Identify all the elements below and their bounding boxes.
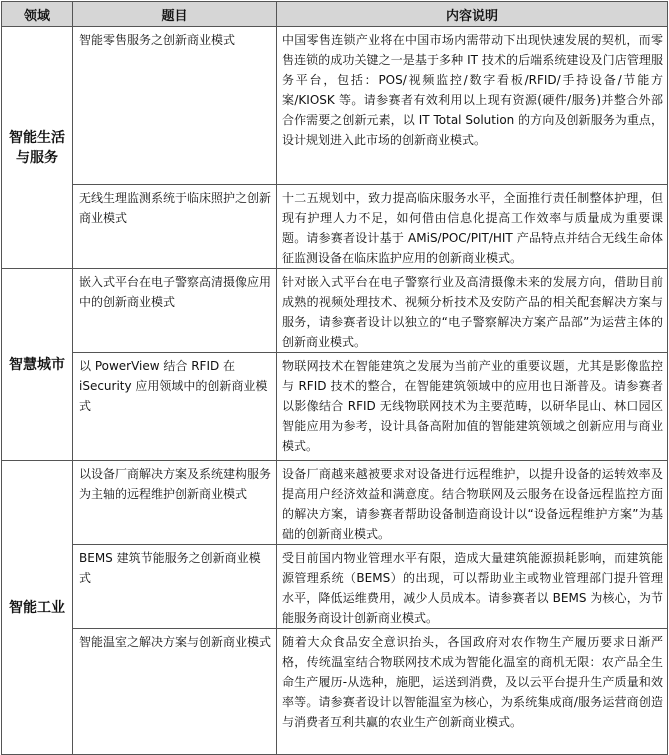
domain-cell-smart-life: 智能生活 与服务 (2, 27, 73, 269)
topic-cell: BEMS 建筑节能服务之创新商业模式 (73, 545, 277, 629)
table-row (2, 461, 668, 545)
competition-topics-table (1, 1, 668, 755)
description-cell: 受目前国内物业管理水平有限，造成大量建筑能源损耗影响，而建筑能源管理系统（BEMS）的出现，可以帮助业主或物业管理部门提升管理水平，降低运维费用，减少人员成本。请参赛者以 BEMS 为核心，为节能服务商设计创新商业模式。 (277, 545, 668, 629)
topic-cell: 嵌入式平台在电子警察高清摄像应用中的创新商业模式 (73, 269, 277, 353)
header-topic: 题目 (73, 2, 277, 27)
description-cell: 十二五规划中，致力提高临床服务水平，全面推行责任制整体护理，但现有护理人力不足，如何借由信息化提高工作效率与质量成为重要课题。请参赛者设计基于 AMiS/POC/PIT/HIT 产品特点并结合无线生命体征监测设备在临床监护应用的创新商业模式。 (277, 185, 668, 269)
topic-cell: 以设备厂商解决方案及系统建构服务为主轴的远程维护创新商业模式 (73, 461, 277, 545)
description-cell: 针对嵌入式平台在电子警察行业及高清摄像未来的发展方向，借助目前成熟的视频处理技术、视频分析技术及安防产品的相关配套解决方案与服务，请参赛者设计以独立的“电子警察解决方案产品部”为运营主体的创新商业模式。 (277, 269, 668, 353)
table-row (2, 27, 668, 185)
table-row (2, 629, 668, 755)
description-cell: 中国零售连锁产业将在中国市场内需带动下出现快速发展的契机，而零售连锁的成功关键之一是基于多种 IT 技术的后端系统建设及门店管理服务平台，包括：POS/视频监控/数字看板/RFID/手持设备/节能方案/KIOSK 等。请参赛者有效利用以上现有资源(硬件/服务)并整合外部合作需要之创新元素，以 IT Total Solution 的方向及创新服务为重点，设计规划进入此市场的创新商业模式。 (277, 27, 668, 185)
table-row (2, 269, 668, 353)
table-row (2, 353, 668, 461)
domain-cell-smart-industry: 智能工业 (2, 461, 73, 755)
table-header-row (2, 2, 668, 27)
description-cell: 随着大众食品安全意识抬头，各国政府对农作物生产履历要求日渐严格，传统温室结合物联网技术成为智能化温室的商机无限：农产品全生命生产履历-从选种，施肥，运送到消费，及以云平台提升生产质量和效率等。请参赛者设计以智能温室为核心，为系统集成商/服务运营商创造与消费者互利共赢的农业生产创新商业模式。 (277, 629, 668, 755)
description-cell: 物联网技术在智能建筑之发展为当前产业的重要议题，尤其是影像监控与 RFID 技术的整合，在智能建筑领域中的应用也日渐普及。请参赛者以影像结合 RFID 无线物联网技术为主要范畴，以研华昆山、林口园区智能应用为参考，设计具备高附加值的智能建筑领域之创新应用与商业模式。 (277, 353, 668, 461)
description-cell: 设备厂商越来越被要求对设备进行远程维护，以提升设备的运转效率及提高用户经济效益和满意度。结合物联网及云服务在设备远程监控方面的解决方案，请参赛者帮助设备制造商设计以“设备远程维护方案”为基础的创新商业模式。 (277, 461, 668, 545)
topic-cell: 以 PowerView 结合 RFID 在 iSecurity 应用领域中的创新商业模式 (73, 353, 277, 461)
topic-cell: 智能零售服务之创新商业模式 (73, 27, 277, 185)
table-row (2, 545, 668, 629)
topic-cell: 智能温室之解决方案与创新商业模式 (73, 629, 277, 755)
table-row (2, 185, 668, 269)
domain-cell-smart-city: 智慧城市 (2, 269, 73, 461)
topic-cell: 无线生理监测系统于临床照护之创新商业模式 (73, 185, 277, 269)
header-domain: 领域 (2, 2, 73, 27)
header-description: 内容说明 (277, 2, 668, 27)
